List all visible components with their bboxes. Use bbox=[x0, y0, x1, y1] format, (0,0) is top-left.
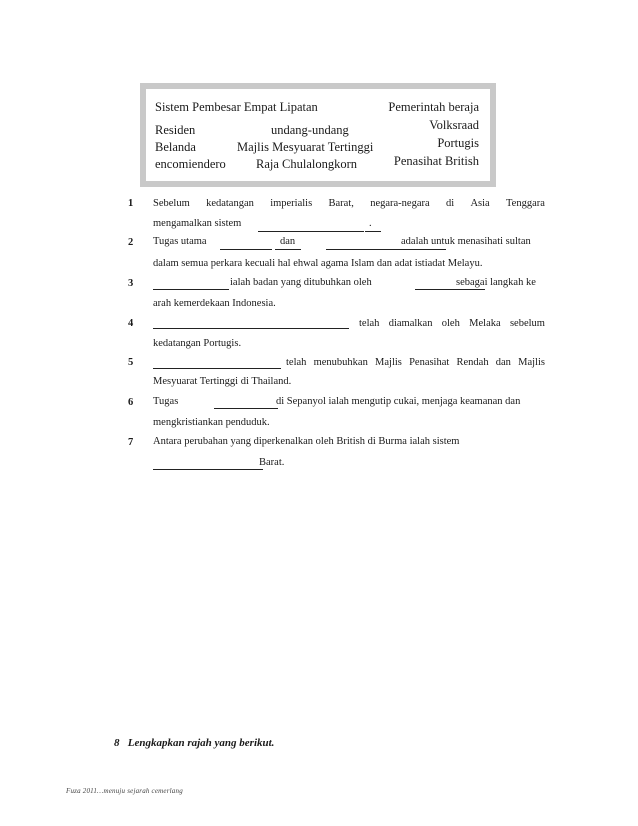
word-bank-item: undang-undang bbox=[271, 123, 349, 137]
answer-blank[interactable] bbox=[153, 289, 229, 290]
question-text: dan bbox=[280, 236, 296, 247]
question-text: dalam semua perkara kecuali hal ehwal agama Islam dan adat istiadat Melayu. bbox=[153, 258, 483, 269]
question-text: Tugas utama bbox=[153, 236, 207, 247]
word-bank-item: Majlis Mesyuarat Tertinggi bbox=[237, 140, 374, 154]
question-text: menubuhkan bbox=[313, 357, 368, 368]
question-number: 7 bbox=[128, 437, 134, 448]
question-text: dan bbox=[495, 357, 511, 368]
answer-blank[interactable] bbox=[153, 368, 281, 369]
word-bank-item: Belanda bbox=[155, 140, 196, 154]
question-text: telah bbox=[286, 357, 307, 368]
answer-blank[interactable] bbox=[275, 249, 301, 250]
question-number: 8 bbox=[114, 737, 120, 749]
answer-blank[interactable] bbox=[326, 249, 446, 250]
answer-blank[interactable] bbox=[153, 328, 349, 329]
question-text: Penasihat bbox=[409, 357, 450, 368]
question-text: di bbox=[445, 198, 455, 209]
question-5-line-1 bbox=[286, 357, 545, 368]
question-text: di Sepanyol ialah mengutip cukai, menjaga keamanan dan bbox=[276, 396, 521, 407]
question-text: Barat, bbox=[328, 198, 354, 209]
word-bank-item: Raja Chulalongkorn bbox=[256, 157, 358, 171]
question-text: kedatangan Portugis. bbox=[153, 338, 242, 349]
word-bank-item: Penasihat British bbox=[393, 154, 479, 168]
question-8 bbox=[114, 737, 274, 749]
question-text: mengamalkan sistem bbox=[153, 218, 242, 229]
question-number: 1 bbox=[128, 198, 134, 209]
question-number: 2 bbox=[128, 237, 134, 248]
word-bank-inner bbox=[146, 89, 490, 181]
question-text: adalah untuk menasihati sultan bbox=[401, 236, 531, 247]
word-bank-item: Sistem Pembesar Empat Lipatan bbox=[155, 100, 318, 114]
question-text: Mesyuarat Tertinggi di Thailand. bbox=[153, 376, 292, 387]
question-text: oleh bbox=[441, 318, 460, 329]
question-text: sebelum bbox=[509, 318, 545, 329]
question-text: Lengkapkan rajah yang berikut. bbox=[127, 737, 275, 749]
question-text: Asia bbox=[470, 198, 490, 209]
question-1-line-1 bbox=[153, 198, 545, 209]
answer-blank[interactable] bbox=[153, 469, 263, 470]
question-text: ialah badan yang ditubuhkan oleh bbox=[230, 277, 372, 288]
question-text: diamalkan bbox=[388, 318, 433, 329]
question-text: Majlis bbox=[518, 357, 545, 368]
word-bank-item: Residen bbox=[155, 123, 196, 137]
answer-blank[interactable] bbox=[365, 231, 381, 232]
question-text: telah bbox=[359, 318, 380, 329]
question-number: 5 bbox=[128, 357, 134, 368]
word-bank-item: Pemerintah beraja bbox=[388, 100, 479, 114]
answer-blank[interactable] bbox=[415, 289, 485, 290]
question-text: sebagai langkah ke bbox=[456, 277, 536, 288]
word-bank-item: encomiendero bbox=[155, 157, 226, 171]
word-bank-item: Portugis bbox=[437, 136, 479, 150]
question-text: negara-negara bbox=[370, 198, 430, 209]
question-text: Rendah bbox=[456, 357, 489, 368]
question-text: mengkristiankan penduduk. bbox=[153, 417, 270, 428]
answer-blank[interactable] bbox=[258, 231, 364, 232]
word-bank-item: Volksraad bbox=[429, 118, 479, 132]
question-text: Melaka bbox=[469, 318, 501, 329]
question-text: Tugas bbox=[153, 396, 179, 407]
question-text: . bbox=[369, 218, 372, 229]
word-bank-box bbox=[140, 83, 496, 187]
answer-blank[interactable] bbox=[214, 408, 278, 409]
question-number: 3 bbox=[128, 278, 134, 289]
question-text: Sebelum bbox=[153, 198, 190, 209]
question-text: Barat. bbox=[259, 457, 285, 468]
question-number: 6 bbox=[128, 397, 134, 408]
question-number: 4 bbox=[128, 318, 134, 329]
question-4-line-1 bbox=[359, 318, 545, 329]
question-text: arah kemerdekaan Indonesia. bbox=[153, 298, 276, 309]
question-text: kedatangan bbox=[206, 198, 254, 209]
question-text: imperialis bbox=[270, 198, 313, 209]
question-text: Antara perubahan yang diperkenalkan oleh British di Burma ialah sistem bbox=[153, 436, 460, 447]
question-text: Tenggara bbox=[506, 198, 545, 209]
question-text: Majlis bbox=[375, 357, 402, 368]
answer-blank[interactable] bbox=[220, 249, 272, 250]
page-footer: Fuza 2011…menuju sejarah cemerlang bbox=[66, 787, 183, 795]
